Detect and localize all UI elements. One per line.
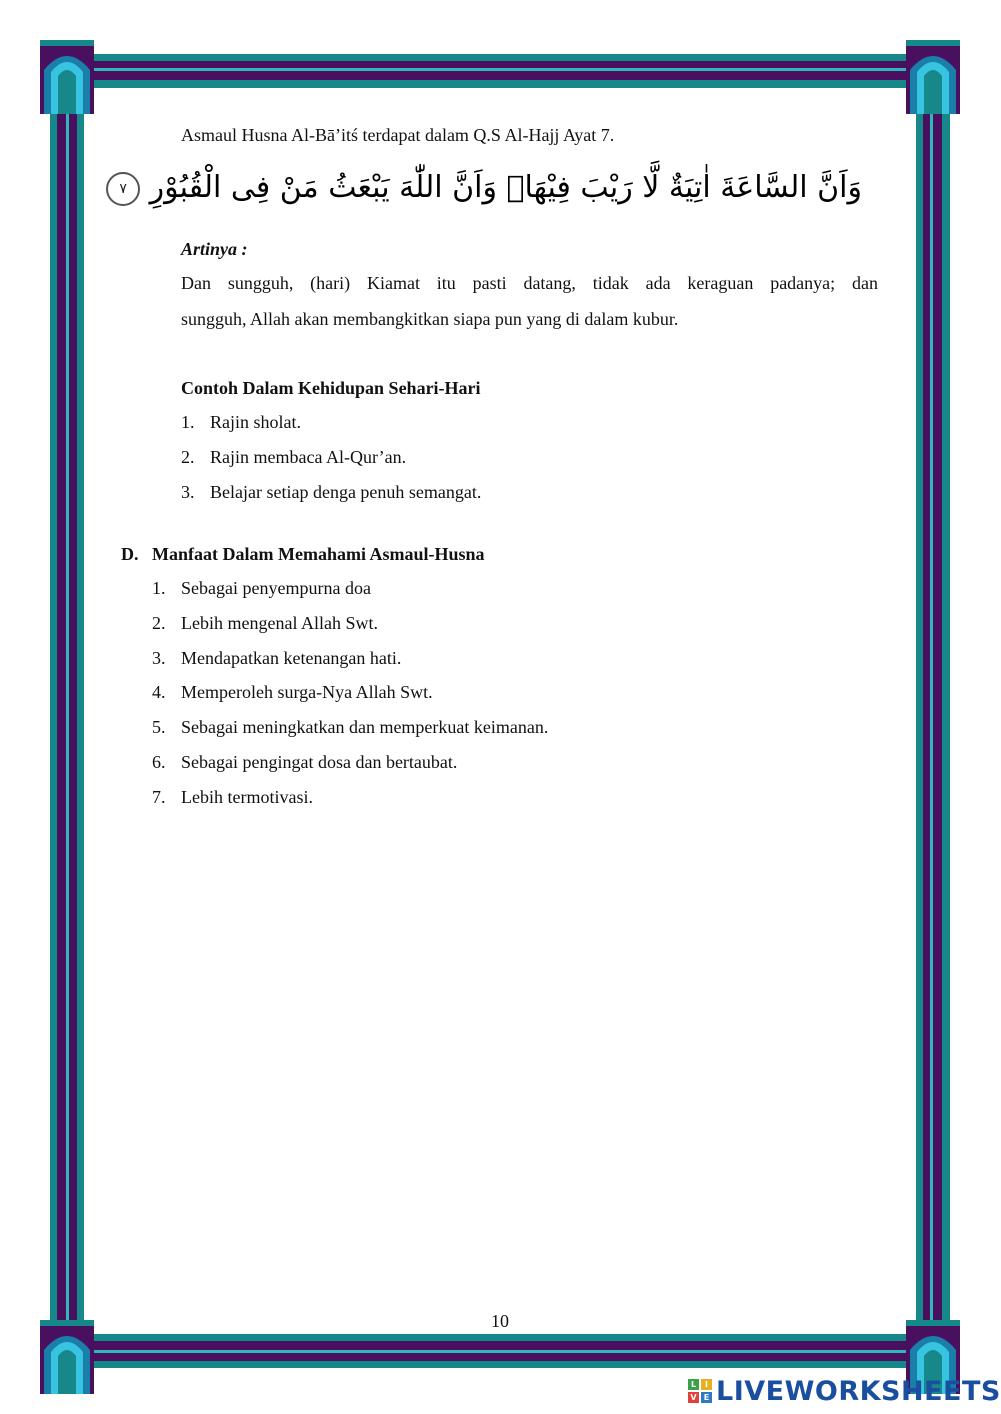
logo-tile: L [688, 1379, 699, 1390]
ayah-number-mark: ٧ [106, 172, 140, 206]
list-item-number: 3. [152, 648, 166, 668]
corner-ornament-top-left [40, 40, 94, 114]
logo-tile: I [701, 1379, 712, 1390]
border-bottom [60, 1334, 940, 1368]
corner-ornament-bottom-left [40, 1320, 94, 1394]
logo-tile: E [701, 1392, 712, 1403]
liveworksheets-logo-icon [688, 1379, 712, 1403]
list-item-text: Rajin sholat. [210, 412, 301, 432]
translation-line-2: sungguh, Allah akan membangkitkan siapa pun yang di dalam kubur. [181, 309, 679, 329]
list-item-text: Mendapatkan ketenangan hati. [181, 648, 402, 668]
list-item-text: Memperoleh surga-Nya Allah Swt. [181, 682, 433, 702]
logo-tile: V [688, 1392, 699, 1403]
list-item-text: Rajin membaca Al-Qur’an. [210, 447, 407, 467]
section-letter: D. [121, 544, 139, 564]
list-item-number: 5. [152, 717, 166, 737]
liveworksheets-watermark[interactable] [688, 1376, 1001, 1406]
list-item-number: 3. [181, 482, 195, 502]
artinya-label: Artinya : [181, 239, 248, 259]
list-item-text: Belajar setiap denga penuh semangat. [210, 482, 482, 502]
border-left [50, 60, 84, 1360]
contoh-heading: Contoh Dalam Kehidupan Sehari-Hari [181, 378, 481, 398]
list-item-number: 4. [152, 682, 166, 702]
list-item-number: 6. [152, 752, 166, 772]
list-item-text: Sebagai meningkatkan dan memperkuat keimanan. [181, 717, 549, 737]
list-item-text: Lebih termotivasi. [181, 787, 313, 807]
list-item-number: 2. [181, 447, 195, 467]
page-number: 10 [491, 1311, 509, 1331]
intro-line: Asmaul Husna Al-Bā’itś terdapat dalam Q.S Al-Hajj Ayat 7. [181, 125, 615, 145]
list-item-number: 2. [152, 613, 166, 633]
translation-line-1: Dan sungguh, (hari) Kiamat itu pasti datang, tidak ada keraguan padanya; dan [181, 273, 878, 293]
border-right [916, 60, 950, 1360]
corner-ornament-top-right [906, 40, 960, 114]
list-item-text: Sebagai penyempurna doa [181, 578, 371, 598]
arabic-verse [119, 160, 862, 216]
list-item-number: 7. [152, 787, 166, 807]
list-item-number: 1. [181, 412, 195, 432]
border-top [60, 54, 940, 88]
arabic-verse-text: وَاَنَّ السَّاعَةَ اٰتِيَةٌ لَّا رَيْبَ فِيْهَاۙ وَاَنَّ اللّٰهَ يَبْعَثُ مَنْ فِى الْقُبُوْرِ [149, 170, 862, 205]
list-item-number: 1. [152, 578, 166, 598]
list-item-text: Sebagai pengingat dosa dan bertaubat. [181, 752, 458, 772]
section-title: Manfaat Dalam Memahami Asmaul-Husna [152, 544, 485, 564]
list-item-text: Lebih mengenal Allah Swt. [181, 613, 378, 633]
watermark-text: LIVEWORKSHEETS [716, 1375, 1001, 1407]
